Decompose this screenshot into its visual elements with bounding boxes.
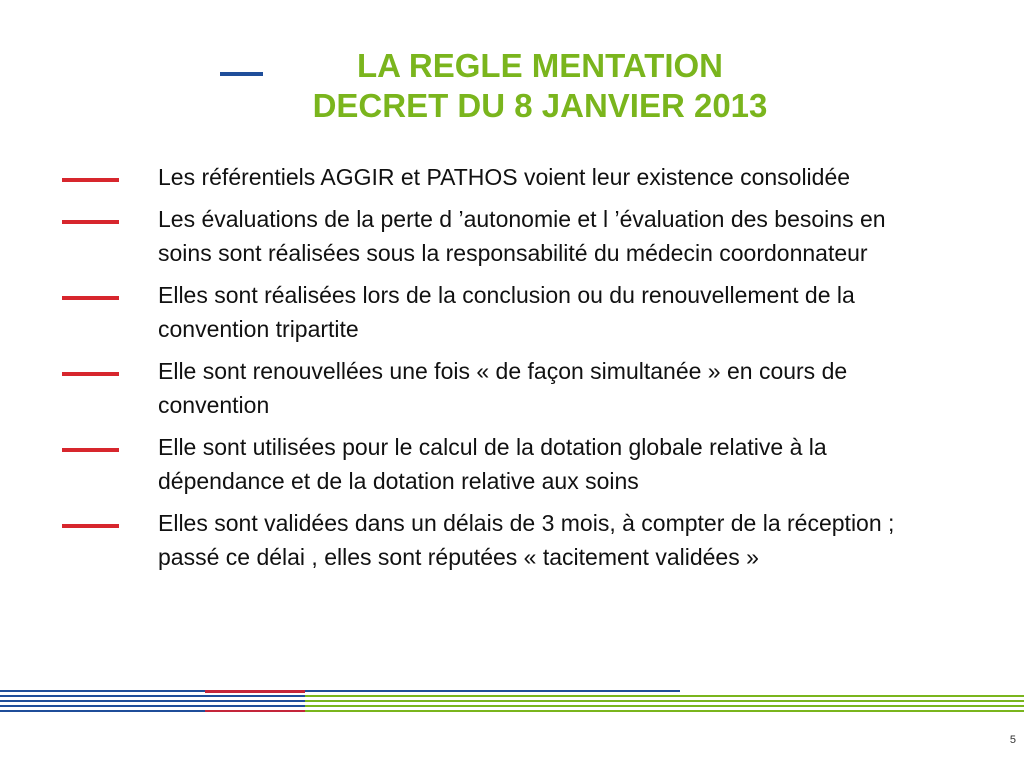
bullet-item [0,506,1024,575]
bullet-dash-icon [62,178,119,182]
stripes-green [305,690,1024,712]
slide-title [200,46,880,126]
page-number: 5 [1009,734,1016,746]
title-line-1: LA REGLE MENTATION [356,47,724,84]
bullet-text: Elles sont réalisées lors de la conclusion ou du renouvellement de la convention tripartite [158,281,855,342]
bullet-item [0,160,1024,195]
bullet-dash-icon [62,372,119,376]
footer-stripes [0,690,1024,716]
bullet-text: Elle sont utilisées pour le calcul de la dotation globale relative à la dépendance et de la dotation relative aux soins [158,433,827,494]
bullet-list [0,160,1024,582]
bullet-text: Les évaluations de la perte d ’autonomie et l ’évaluation des besoins en soins sont réalisées sous la responsabilité du médecin coordonnateur [158,205,886,266]
title-line-2: DECRET DU 8 JANVIER 2013 [312,87,768,124]
bullet-dash-icon [62,296,119,300]
bullet-item [0,278,1024,347]
bullet-text: Elles sont validées dans un délais de 3 mois, à compter de la réception ; passé ce délai , elles sont réputées « tacitement validées » [158,509,895,570]
bullet-text: Les référentiels AGGIR et PATHOS voient leur existence consolidée [158,164,851,190]
bullet-dash-icon [62,448,119,452]
bullet-dash-icon [62,220,119,224]
stripes-red [205,690,305,712]
bullet-dash-icon [62,524,119,528]
stripes-blue [0,690,205,712]
bullet-item [0,430,1024,499]
bullet-text: Elle sont renouvellées une fois « de façon simultanée » en cours de convention [158,357,848,418]
bullet-item [0,202,1024,271]
bullet-item [0,354,1024,423]
